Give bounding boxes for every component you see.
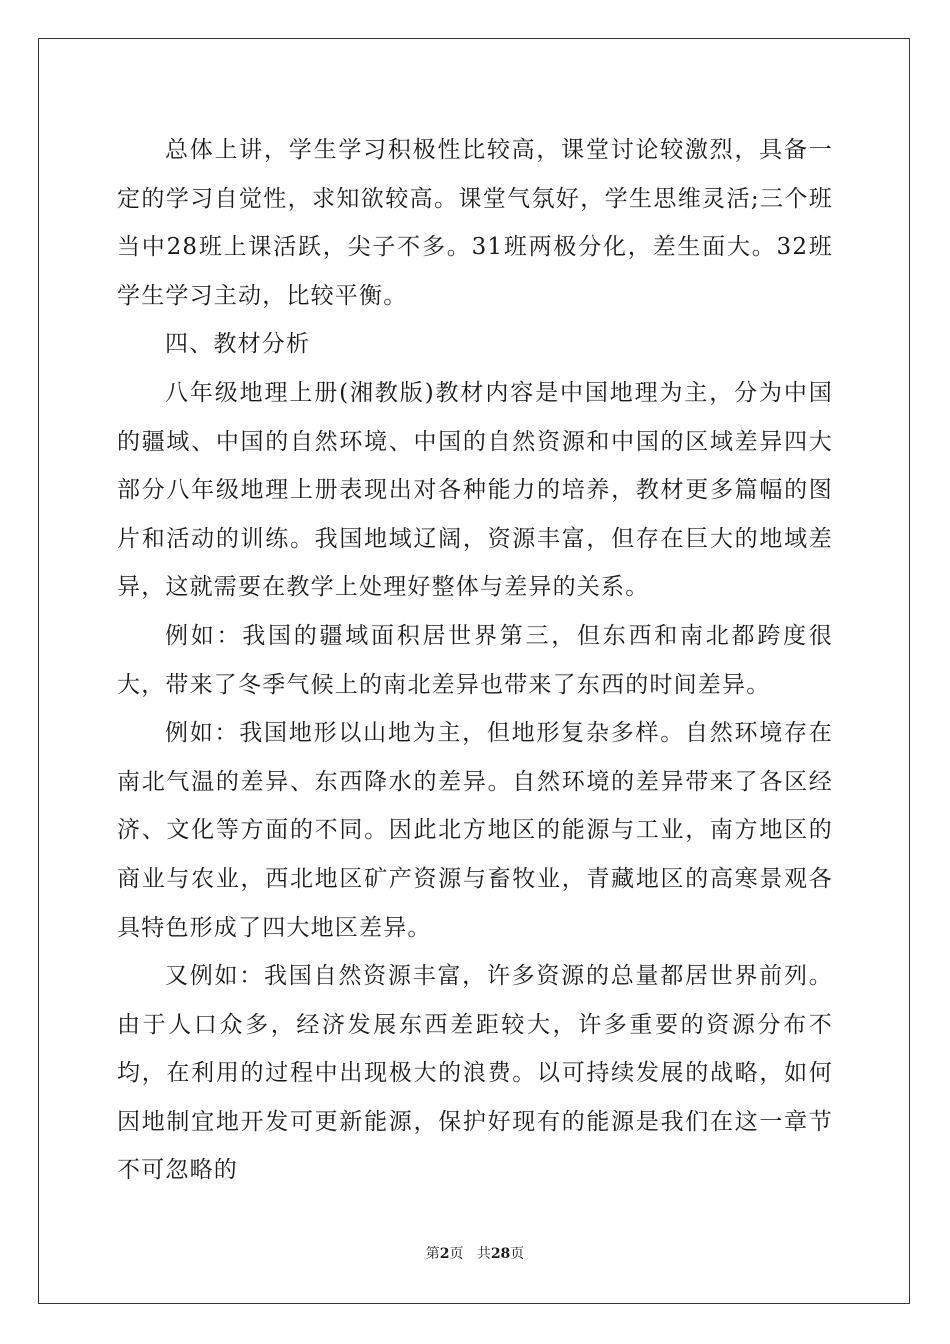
section-heading-textbook-analysis: 四、教材分析	[165, 331, 311, 358]
paragraph-example-territory: 例如：我国的疆域面积居世界第三，但东西和南北都跨度很大，带来了冬季气候上的南北差异也带来了东西的时间差异。	[117, 622, 833, 698]
paragraph-textbook-content: 八年级地理上册(湘教版)教材内容是中国地理为主，分为中国的疆域、中国的自然环境、中国的自然资源和中国的区域差异四大部分八年级地理上册表现出对各种能力的培养，教材更多篇幅的图片和活动的训练。我国地域辽阔，资源丰富，但存在巨大的地域差异，这就需要在教学上处理好整体与差异的关系。	[117, 379, 833, 601]
page-label-prefix: 第	[425, 1246, 440, 1262]
total-pages: 28	[490, 1246, 511, 1262]
total-label-prefix: 共	[476, 1246, 491, 1262]
page-label-suffix: 页	[449, 1246, 464, 1262]
paragraph-example-terrain: 例如：我国地形以山地为主，但地形复杂多样。自然环境存在南北气温的差异、东西降水的差异。自然环境的差异带来了各区经济、文化等方面的不同。因此北方地区的能源与工业，南方地区的商业与农业，西北地区矿产资源与畜牧业，青藏地区的高寒景观各具特色形成了四大地区差异。	[117, 720, 833, 941]
page-footer	[0, 1243, 950, 1263]
page-number: 2	[439, 1246, 450, 1262]
total-label-suffix: 页	[510, 1246, 525, 1262]
paragraph-student-overview: 总体上讲，学生学习积极性比较高，课堂讨论较激烈，具备一定的学习自觉性，求知欲较高。课堂气氛好，学生思维灵活;三个班当中28班上课活跃，尖子不多。31班两极分化，差生面大。32班学生学习主动，比较平衡。	[117, 137, 833, 309]
document-body	[117, 126, 833, 1195]
paragraph-example-resources: 又例如：我国自然资源丰富，许多资源的总量都居世界前列。由于人口众多，经济发展东西差距较大，许多重要的资源分布不均，在利用的过程中出现极大的浪费。以可持续发展的战略，如何因地制宜地开发可更新能源，保护好现有的能源是我们在这一章节不可忽略的	[117, 963, 833, 1184]
